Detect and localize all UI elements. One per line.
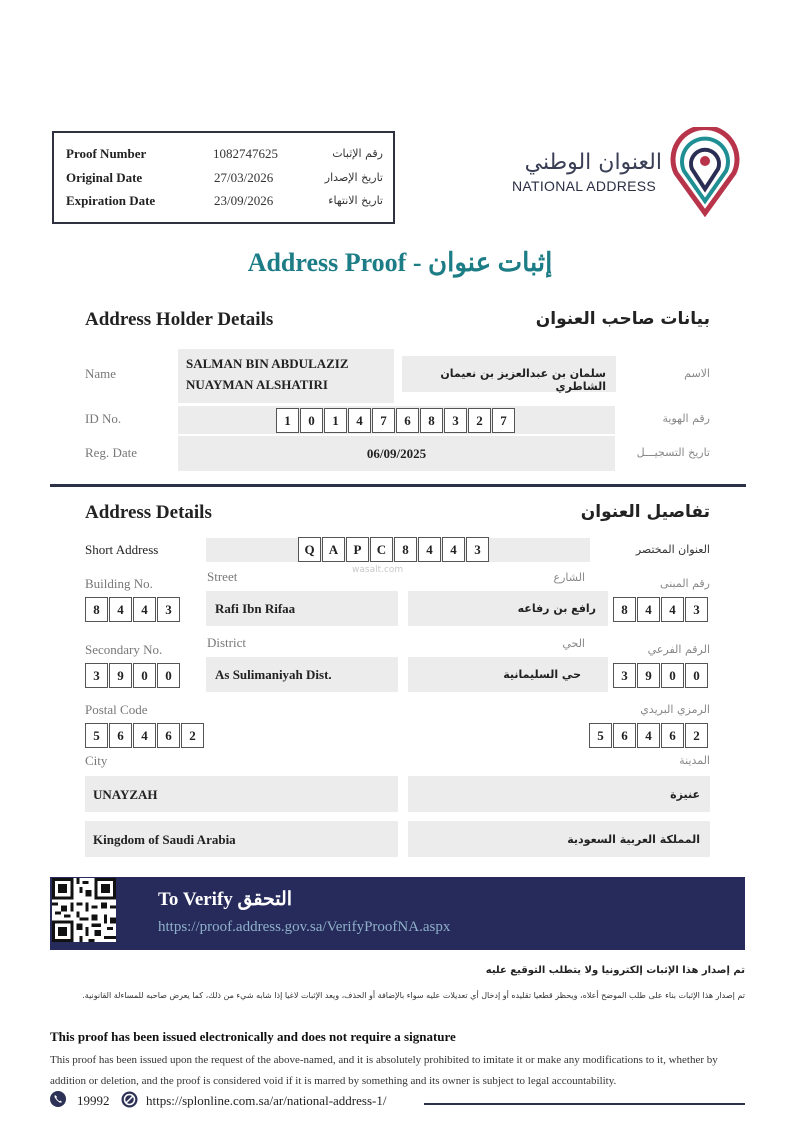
char-box: 5 [85,723,108,748]
char-box: 2 [685,723,708,748]
char-box: 4 [637,723,660,748]
reg-date-value: 06/09/2025 [366,446,427,461]
char-box: 0 [685,663,708,688]
original-date-label: Original Date [66,170,143,185]
proof-number-value: 1082747625 [213,146,278,161]
char-box: 3 [85,663,108,688]
char-box: 0 [661,663,684,688]
district-en: As Sulimaniyah Dist. [215,667,332,682]
short-address-label: Short Address [85,542,159,557]
char-box: 0 [133,663,156,688]
proof-number-label-ar: رقم الإثبات [332,147,383,160]
expiration-date-label-ar: تاريخ الانتهاء [328,194,383,207]
holder-section-title: Address Holder Details [85,309,274,330]
postal-code-boxes-en [85,723,205,748]
char-box: P [346,537,369,562]
char-box: 4 [418,537,441,562]
char-box: 4 [133,723,156,748]
char-box: 9 [109,663,132,688]
char-box: C [370,537,393,562]
char-box: 4 [442,537,465,562]
postal-code-label: Postal Code [85,702,148,717]
building-number-boxes-en [85,597,181,622]
char-box: 8 [420,408,443,433]
secondary-label-ar: الرقم الفرعي [647,643,710,656]
char-box: 9 [637,663,660,688]
char-box: 4 [661,597,684,622]
notice-title-en: This proof has been issued electronically and does not require a signature [50,1029,456,1044]
country-ar: المملكة العربية السعودية [567,833,700,846]
char-box: 0 [157,663,180,688]
verify-banner [50,877,745,950]
street-en: Rafi Ibn Rifaa [215,601,296,616]
original-date-label-ar: تاريخ الإصدار [324,171,383,184]
name-label: Name [85,366,117,381]
char-box: 7 [372,408,395,433]
address-section-title-ar: تفاصيل العنوان [580,502,710,522]
section-divider [50,484,746,487]
city-ar: عنيزة [670,788,700,801]
footer-rule [424,1103,745,1105]
national-address-logo-icon [664,127,746,217]
proof-number-label: Proof Number [66,146,147,161]
logo-text-en: NATIONAL ADDRESS [512,178,657,194]
char-box: 6 [661,723,684,748]
char-box: 4 [133,597,156,622]
footer-link[interactable]: https://splonline.com.sa/ar/national-address-1/ [146,1093,387,1108]
expiration-date-label: Expiration Date [66,193,156,208]
char-box: 8 [613,597,636,622]
notice-body-ar: تم إصدار هذا الإثبات بناء على طلب الموضح أعلاه، ويحظر قطعيا تقليده أو إدخال أي تعديلات عليه سواء بالإضافة أو الحذف، ويعد الإثبات لاغيا إذا شابه شيء من ذلك، كما يعرض صاحبه للمساءلة القانونية. [82,991,745,1000]
district-label-ar: الحي [562,637,585,650]
watermark: wasalt.com [352,565,404,575]
char-box: 3 [685,597,708,622]
char-box: 4 [348,408,371,433]
city-label-ar: المدينة [679,754,710,767]
footer-phone: 19992 [77,1093,110,1108]
char-box: 3 [444,408,467,433]
char-box: 4 [637,597,660,622]
notice-body-en: This proof has been issued upon the request of the above-named, and it is absolutely prohibited to imitate it or make any modifications to it, whether by addition or deletion, and the proof is considered void if it is marred by something and its owner is subject to legal accountability. [50,1054,718,1087]
char-box: 1 [276,408,299,433]
original-date-value: 27/03/2026 [214,170,274,185]
secondary-label: Secondary No. [85,642,163,657]
char-box: 6 [396,408,419,433]
reg-date-label: Reg. Date [85,445,137,460]
id-label-ar: رقم الهوية [662,412,710,425]
web-icon [121,1091,138,1108]
secondary-number-boxes-ar [613,663,709,688]
name-line2: NUAYMAN ALSHATIRI [186,377,328,392]
country-en: Kingdom of Saudi Arabia [93,832,236,847]
char-box: 4 [109,597,132,622]
city-en: UNAYZAH [93,787,158,802]
phone-icon [50,1091,66,1107]
char-box: 2 [181,723,204,748]
page-title: Address Proof - إثبات عنوان [247,248,553,277]
district-label: District [207,635,246,650]
building-label-ar: رقم المبنى [660,577,710,590]
street-label-ar: الشارع [553,571,585,584]
building-number-boxes-ar [613,597,709,622]
id-label: ID No. [85,411,122,426]
logo-text-ar: العنوان الوطني [524,150,662,175]
postal-code-label-ar: الرمزي البريدي [640,703,710,716]
name-line1: SALMAN BIN ABDULAZIZ [186,356,349,371]
verify-link[interactable]: https://proof.address.gov.sa/VerifyProofNA.aspx [158,919,451,935]
char-box: 8 [394,537,417,562]
char-box: 2 [468,408,491,433]
short-address-label-ar: العنوان المختصر [635,543,710,556]
char-box: 6 [109,723,132,748]
city-label: City [85,753,108,768]
building-label: Building No. [85,576,153,591]
name-ar: سلمان بن عبدالعزيز بن نعيمان الشاطري [440,367,606,393]
char-box: 3 [613,663,636,688]
qr-code-icon [52,878,116,942]
street-label: Street [207,569,238,584]
char-box: A [322,537,345,562]
char-box: 8 [85,597,108,622]
notice-title-ar: تم إصدار هذا الإثبات إلكترونيا ولا يتطلب التوقيع عليه [485,965,745,976]
char-box: 7 [492,408,515,433]
char-box: 3 [157,597,180,622]
secondary-number-boxes-en [85,663,181,688]
expiration-date-value: 23/09/2026 [214,193,274,208]
char-box: 0 [300,408,323,433]
char-box: 1 [324,408,347,433]
char-box: 6 [157,723,180,748]
name-label-ar: الاسم [684,367,710,380]
address-section-title: Address Details [85,502,212,523]
char-box: 3 [466,537,489,562]
char-box: 6 [613,723,636,748]
street-ar: رافع بن رفاعه [517,602,596,615]
verify-title: To Verify التحقق [158,889,293,910]
holder-section-title-ar: بيانات صاحب العنوان [535,309,710,329]
postal-code-boxes-ar [589,723,709,748]
char-box: 5 [589,723,612,748]
reg-date-label-ar: تاريخ التسجيـــل [636,446,710,459]
short-address-boxes [298,537,490,562]
char-box: Q [298,537,321,562]
district-ar: حي السليمانية [503,668,581,681]
id-number-boxes [276,408,516,433]
